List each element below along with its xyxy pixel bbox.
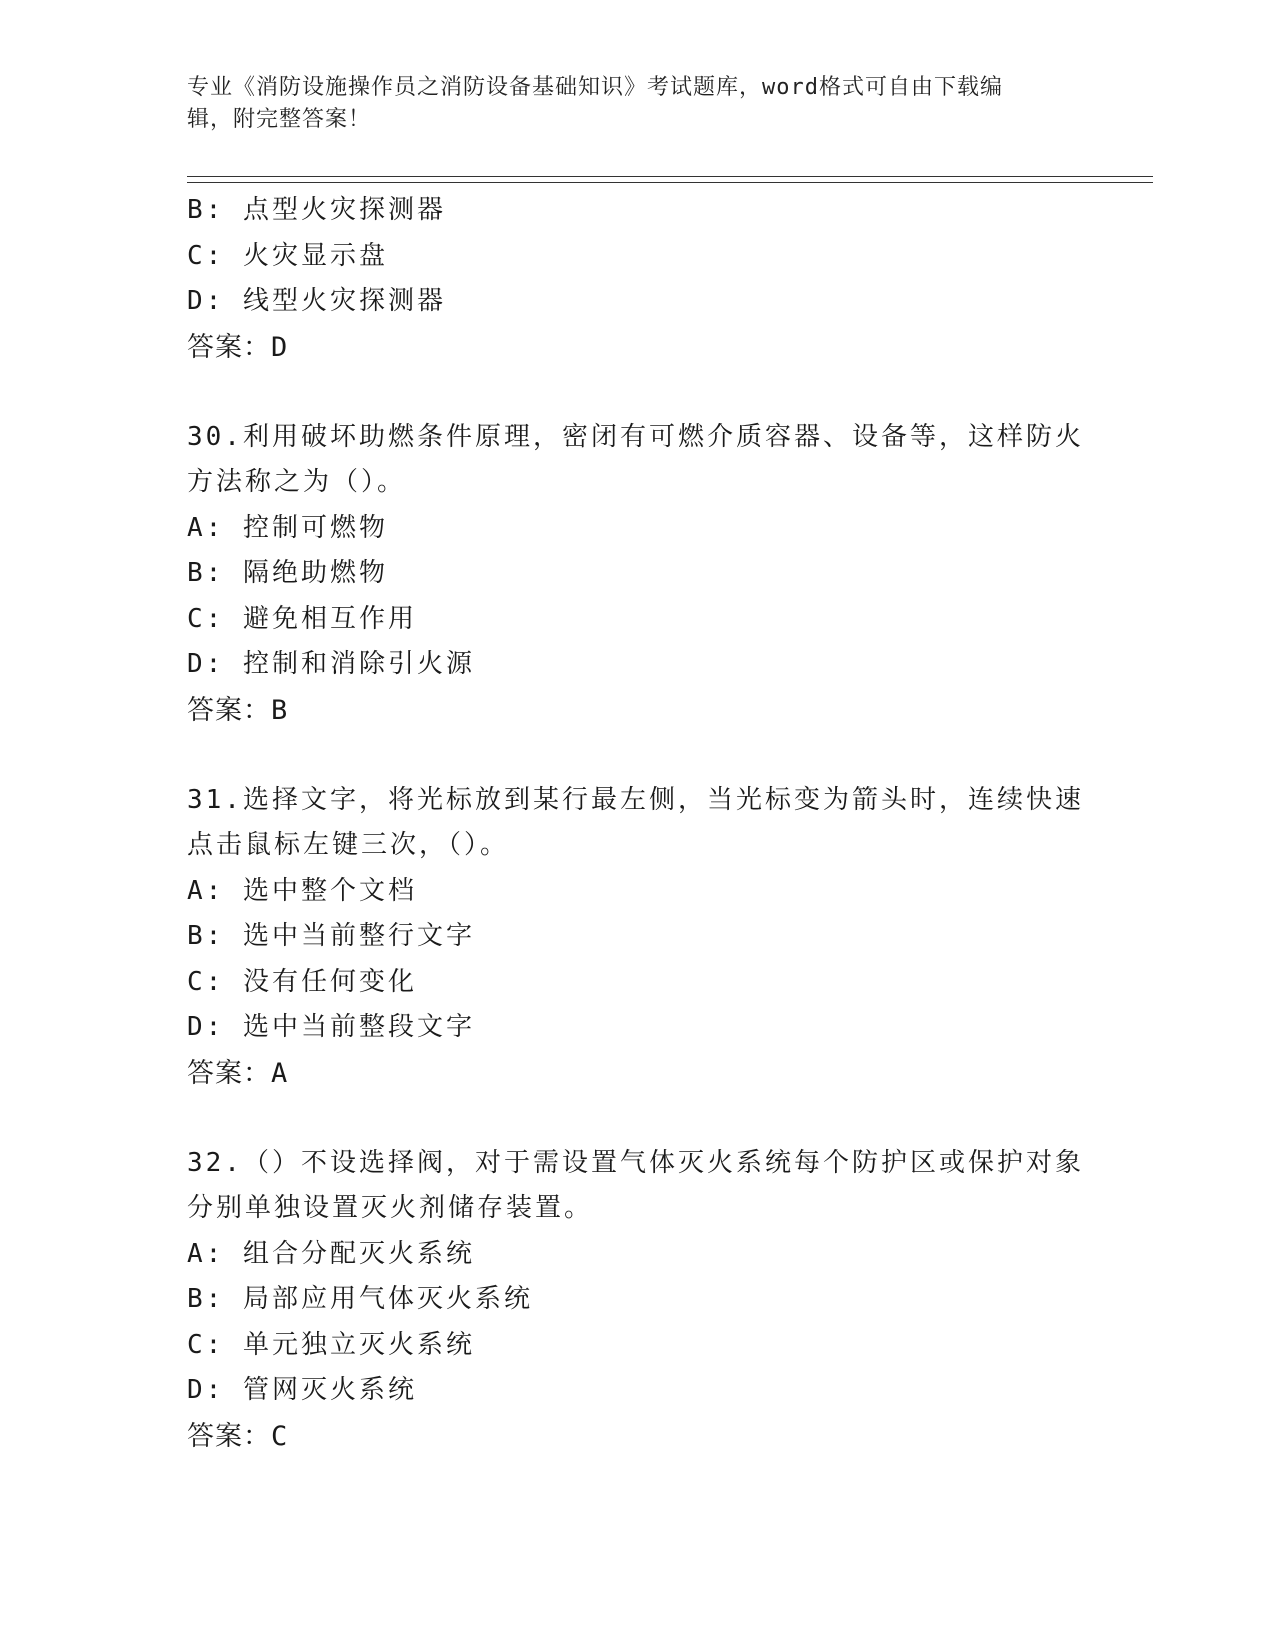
option-c: C: 没有任何变化 xyxy=(187,966,417,997)
option-a: A: 组合分配灭火系统 xyxy=(187,1238,475,1269)
question-29-continued xyxy=(187,188,1087,371)
option-b: B: 点型火灾探测器 xyxy=(187,195,446,225)
option-d: D: 选中当前整段文字 xyxy=(187,1012,475,1042)
document-header xyxy=(187,72,1087,136)
answer-label: 答案： xyxy=(187,1057,271,1089)
answer-label: 答案： xyxy=(187,331,271,363)
question-stem-line: 32.（）不设选择阀，对于需设置气体灭火系统每个防护区或保护对象 xyxy=(187,1147,1084,1178)
answer-label: 答案： xyxy=(187,694,271,726)
answer-value: B xyxy=(271,694,289,726)
spacer xyxy=(187,371,1087,415)
question-30 xyxy=(187,415,1087,734)
header-divider-bottom xyxy=(187,182,1153,183)
question-stem-line: 30.利用破坏助燃条件原理，密闭有可燃介质容器、设备等，这样防火 xyxy=(187,421,1084,452)
question-stem-line: 31.选择文字，将光标放到某行最左侧，当光标变为箭头时，连续快速 xyxy=(187,784,1084,815)
answer-label: 答案： xyxy=(187,1420,271,1452)
option-d: D: 管网灭火系统 xyxy=(187,1375,417,1405)
option-b: B: 隔绝助燃物 xyxy=(187,558,388,588)
option-c: C: 单元独立灭火系统 xyxy=(187,1329,475,1360)
option-a: A: 控制可燃物 xyxy=(187,512,388,543)
question-stem-line: 点击鼠标左键三次，（）。 xyxy=(187,830,510,860)
answer-line xyxy=(187,1414,1087,1460)
header-line-1: 专业《消防设施操作员之消防设备基础知识》考试题库，word格式可自由下载编 xyxy=(187,75,1003,100)
answer-value: A xyxy=(271,1057,289,1089)
option-b: B: 选中当前整行文字 xyxy=(187,921,475,951)
answer-line xyxy=(187,688,1087,734)
header-line-2: 辑，附完整答案！ xyxy=(187,107,372,132)
option-d: D: 线型火灾探测器 xyxy=(187,286,446,316)
option-c: C: 避免相互作用 xyxy=(187,603,417,634)
question-31 xyxy=(187,778,1087,1097)
option-b: B: 局部应用气体灭火系统 xyxy=(187,1284,533,1314)
option-a: A: 选中整个文档 xyxy=(187,875,417,906)
answer-value: D xyxy=(271,331,289,363)
answer-value: C xyxy=(271,1420,289,1452)
option-c: C: 火灾显示盘 xyxy=(187,240,388,271)
spacer xyxy=(187,1097,1087,1141)
spacer xyxy=(187,734,1087,778)
question-stem-line: 方法称之为（）。 xyxy=(187,467,407,497)
header-divider-top xyxy=(187,176,1153,177)
answer-line xyxy=(187,325,1087,371)
answer-line xyxy=(187,1051,1087,1097)
question-32 xyxy=(187,1141,1087,1460)
question-stem-line: 分别单独设置灭火剂储存装置。 xyxy=(187,1193,594,1223)
option-d: D: 控制和消除引火源 xyxy=(187,649,475,679)
question-list xyxy=(187,188,1087,1460)
